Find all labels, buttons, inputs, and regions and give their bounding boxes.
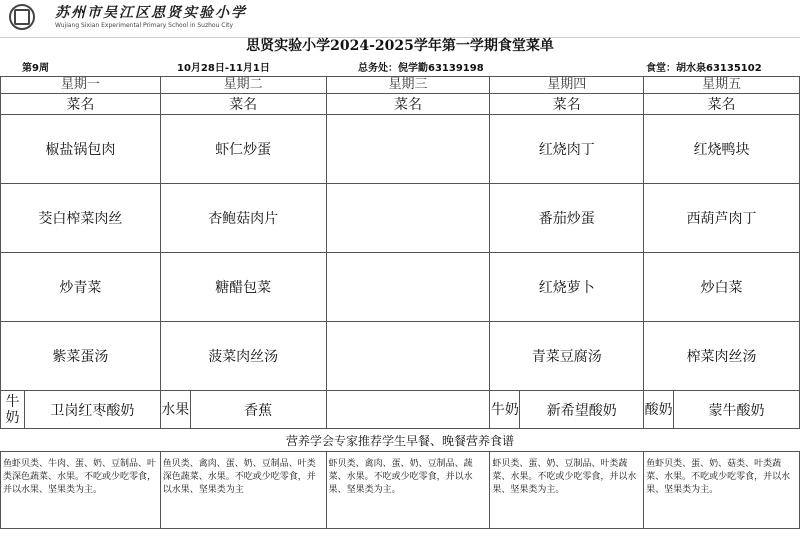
milk-item: 新希望酸奶 — [520, 391, 644, 429]
dish-cell: 西葫芦肉丁 — [644, 184, 800, 253]
milk-item — [326, 391, 490, 429]
dish-header: 菜名 — [160, 94, 326, 115]
dish-header: 菜名 — [644, 94, 800, 115]
dish-cell — [326, 253, 490, 322]
dish-header: 菜名 — [326, 94, 490, 115]
date-range: 10月28日-11月1日 — [177, 63, 270, 74]
nutrition-text: 虾贝类、禽肉、蛋、奶、豆制品、蔬菜、水果。不吃或少吃零食，并以水果、坚果类为主。 — [326, 452, 490, 529]
dish-cell: 红烧肉丁 — [490, 115, 644, 184]
school-header — [0, 0, 800, 38]
dish-cell: 炒青菜 — [1, 253, 161, 322]
dish-cell — [326, 115, 490, 184]
dish-cell: 榨菜肉丝汤 — [644, 322, 800, 391]
dish-cell: 紫菜蛋汤 — [1, 322, 161, 391]
week-number: 第9周 — [22, 63, 49, 74]
menu-table — [0, 76, 800, 529]
nutrition-text: 虾贝类、蛋、奶、豆制品、叶类蔬菜、水果。不吃或少吃零食，并以水果、坚果类为主。 — [490, 452, 644, 529]
day-header-thu: 星期四 — [490, 77, 644, 94]
dish-cell: 青菜豆腐汤 — [490, 322, 644, 391]
dish-cell: 虾仁炒蛋 — [160, 115, 326, 184]
dish-cell: 杏鲍菇肉片 — [160, 184, 326, 253]
school-name: 苏州市吴江区思贤实验小学 — [55, 5, 247, 21]
dish-cell: 炒白菜 — [644, 253, 800, 322]
day-header-mon: 星期一 — [1, 77, 161, 94]
fruit-item: 香蕉 — [190, 391, 326, 429]
dish-cell: 红烧鸭块 — [644, 115, 800, 184]
day-header-fri: 星期五 — [644, 77, 800, 94]
dish-cell: 茭白榨菜肉丝 — [1, 184, 161, 253]
milk-label: 牛奶 — [490, 391, 520, 429]
day-header-wed: 星期三 — [326, 77, 490, 94]
dish-cell: 糖醋包菜 — [160, 253, 326, 322]
page-title: 思贤实验小学2024-2025学年第一学期食堂菜单 — [246, 38, 554, 54]
nutrition-title: 营养学会专家推荐学生早餐、晚餐营养食谱 — [1, 429, 800, 452]
school-name-en: Wujiang Sixian Experimental Primary School in Suzhou City — [55, 22, 234, 29]
day-header-tue: 星期二 — [160, 77, 326, 94]
fruit-label: 水果 — [160, 391, 190, 429]
canteen-contact: 食堂：胡水泉63135102 — [646, 63, 762, 74]
nutrition-text: 鱼贝类、禽肉、蛋、奶、豆制品、叶类深色蔬菜、水果。不吃或少吃零食，并以水果、坚果类为主 — [160, 452, 326, 529]
dish-header: 菜名 — [490, 94, 644, 115]
dish-cell: 红烧萝卜 — [490, 253, 644, 322]
milk-label: 牛奶 — [1, 391, 25, 429]
yogurt-label: 酸奶 — [644, 391, 674, 429]
dish-header: 菜名 — [1, 94, 161, 115]
dish-cell: 椒盐锅包肉 — [1, 115, 161, 184]
dish-cell: 菠菜肉丝汤 — [160, 322, 326, 391]
nutrition-text: 鱼虾贝类、牛肉、蛋、奶、豆制品、叶类深色蔬菜、水果。不吃或少吃零食，并以水果、坚果类为主。 — [1, 452, 161, 529]
school-logo-icon — [9, 4, 35, 30]
nutrition-text: 鱼虾贝类、蛋、奶、菇类、叶类蔬菜、水果。不吃或少吃零食，并以水果、坚果类为主。 — [644, 452, 800, 529]
general-affairs-contact: 总务处：倪学勤63139198 — [358, 63, 484, 74]
milk-item: 蒙牛酸奶 — [674, 391, 800, 429]
dish-cell — [326, 184, 490, 253]
milk-item: 卫岗红枣酸奶 — [24, 391, 160, 429]
dish-cell — [326, 322, 490, 391]
dish-cell: 番茄炒蛋 — [490, 184, 644, 253]
